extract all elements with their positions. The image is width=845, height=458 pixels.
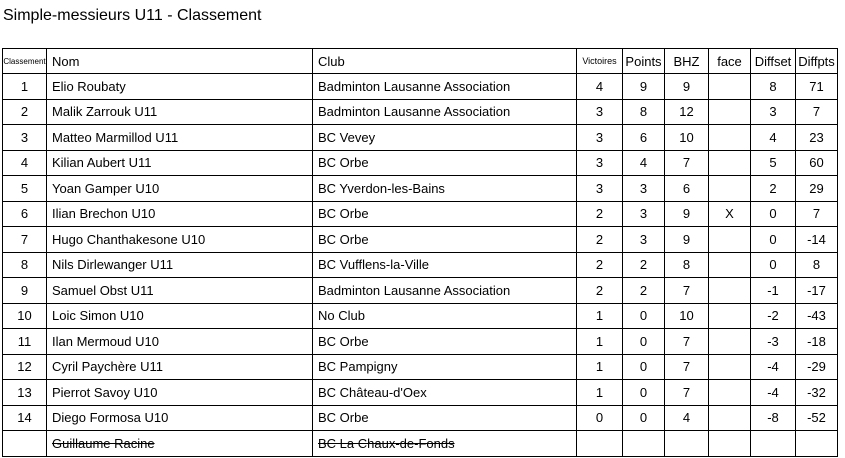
bhz-cell: 7 bbox=[665, 150, 709, 176]
points-cell: 0 bbox=[623, 405, 665, 431]
rank-cell: 1 bbox=[3, 74, 47, 100]
withdrawn-points-cell bbox=[623, 431, 665, 457]
points-cell: 3 bbox=[623, 176, 665, 202]
diffpts-cell: -43 bbox=[796, 303, 838, 329]
bhz-cell: 10 bbox=[665, 125, 709, 151]
victoires-cell: 1 bbox=[577, 380, 623, 406]
victoires-cell: 1 bbox=[577, 354, 623, 380]
diffset-cell: -4 bbox=[751, 380, 796, 406]
points-cell: 0 bbox=[623, 329, 665, 355]
rank-cell: 13 bbox=[3, 380, 47, 406]
diffpts-cell: -18 bbox=[796, 329, 838, 355]
table-row bbox=[3, 278, 838, 304]
face-cell bbox=[709, 74, 751, 100]
diffpts-cell: 29 bbox=[796, 176, 838, 202]
diffpts-cell: 7 bbox=[796, 99, 838, 125]
rank-cell: 5 bbox=[3, 176, 47, 202]
victoires-cell: 0 bbox=[577, 405, 623, 431]
rank-cell: 2 bbox=[3, 99, 47, 125]
diffpts-cell: 23 bbox=[796, 125, 838, 151]
club-cell: BC Vufflens-la-Ville bbox=[313, 252, 577, 278]
points-cell: 9 bbox=[623, 74, 665, 100]
club-cell: BC Château-d'Oex bbox=[313, 380, 577, 406]
bhz-cell: 7 bbox=[665, 329, 709, 355]
column-header-club: Club bbox=[313, 49, 577, 74]
column-header-bhz: BHZ bbox=[665, 49, 709, 74]
diffset-cell: 3 bbox=[751, 99, 796, 125]
column-header-classement: Classement bbox=[3, 49, 47, 74]
victoires-cell: 1 bbox=[577, 329, 623, 355]
player-name-cell: Elio Roubaty bbox=[47, 74, 313, 100]
face-cell bbox=[709, 99, 751, 125]
diffset-cell: -4 bbox=[751, 354, 796, 380]
victoires-cell: 2 bbox=[577, 227, 623, 253]
face-cell bbox=[709, 227, 751, 253]
player-name-cell: Loic Simon U10 bbox=[47, 303, 313, 329]
face-cell bbox=[709, 380, 751, 406]
player-name-cell: Cyril Paychère U11 bbox=[47, 354, 313, 380]
table-row bbox=[3, 354, 838, 380]
player-name-cell: Malik Zarrouk U11 bbox=[47, 99, 313, 125]
victoires-cell: 2 bbox=[577, 201, 623, 227]
diffpts-cell: 8 bbox=[796, 252, 838, 278]
diffset-cell: 5 bbox=[751, 150, 796, 176]
diffpts-cell: -17 bbox=[796, 278, 838, 304]
points-cell: 6 bbox=[623, 125, 665, 151]
diffset-cell: -3 bbox=[751, 329, 796, 355]
club-cell: Badminton Lausanne Association bbox=[313, 278, 577, 304]
withdrawn-row bbox=[3, 431, 838, 457]
diffset-cell: 0 bbox=[751, 201, 796, 227]
diffset-cell: -1 bbox=[751, 278, 796, 304]
rank-cell: 3 bbox=[3, 125, 47, 151]
diffpts-cell: 71 bbox=[796, 74, 838, 100]
diffpts-cell: -32 bbox=[796, 380, 838, 406]
column-header-diffpts: Diffpts bbox=[796, 49, 838, 74]
bhz-cell: 9 bbox=[665, 201, 709, 227]
table-row bbox=[3, 380, 838, 406]
bhz-cell: 12 bbox=[665, 99, 709, 125]
bhz-cell: 10 bbox=[665, 303, 709, 329]
withdrawn-diffset-cell bbox=[751, 431, 796, 457]
club-cell: BC Orbe bbox=[313, 227, 577, 253]
victoires-cell: 3 bbox=[577, 125, 623, 151]
withdrawn-rank-cell bbox=[3, 431, 47, 457]
victoires-cell: 3 bbox=[577, 99, 623, 125]
face-cell: X bbox=[709, 201, 751, 227]
ranking-table bbox=[2, 48, 838, 457]
bhz-cell: 9 bbox=[665, 74, 709, 100]
table-row bbox=[3, 176, 838, 202]
club-cell: BC Orbe bbox=[313, 329, 577, 355]
club-cell: BC Orbe bbox=[313, 150, 577, 176]
rank-cell: 6 bbox=[3, 201, 47, 227]
diffset-cell: 0 bbox=[751, 252, 796, 278]
points-cell: 0 bbox=[623, 380, 665, 406]
victoires-cell: 1 bbox=[577, 303, 623, 329]
table-row bbox=[3, 329, 838, 355]
column-header-points: Points bbox=[623, 49, 665, 74]
player-name-cell: Pierrot Savoy U10 bbox=[47, 380, 313, 406]
player-name-cell: Nils Dirlewanger U11 bbox=[47, 252, 313, 278]
diffset-cell: 4 bbox=[751, 125, 796, 151]
club-cell: BC Vevey bbox=[313, 125, 577, 151]
table-row bbox=[3, 99, 838, 125]
column-header-face: face bbox=[709, 49, 751, 74]
club-cell: Badminton Lausanne Association bbox=[313, 99, 577, 125]
player-name-cell: Samuel Obst U11 bbox=[47, 278, 313, 304]
column-header-diffset: Diffset bbox=[751, 49, 796, 74]
points-cell: 3 bbox=[623, 227, 665, 253]
points-cell: 0 bbox=[623, 354, 665, 380]
page-title: Simple-messieurs U11 - Classement bbox=[3, 7, 262, 24]
face-cell bbox=[709, 125, 751, 151]
face-cell bbox=[709, 354, 751, 380]
diffset-cell: 8 bbox=[751, 74, 796, 100]
points-cell: 3 bbox=[623, 201, 665, 227]
club-cell: BC Orbe bbox=[313, 405, 577, 431]
face-cell bbox=[709, 303, 751, 329]
diffset-cell: 0 bbox=[751, 227, 796, 253]
face-cell bbox=[709, 405, 751, 431]
diffpts-cell: 60 bbox=[796, 150, 838, 176]
player-name-cell: Ilan Mermoud U10 bbox=[47, 329, 313, 355]
player-name-cell: Yoan Gamper U10 bbox=[47, 176, 313, 202]
table-row bbox=[3, 227, 838, 253]
table-row bbox=[3, 405, 838, 431]
table-row bbox=[3, 303, 838, 329]
withdrawn-diffpts-cell bbox=[796, 431, 838, 457]
rank-cell: 9 bbox=[3, 278, 47, 304]
header-row bbox=[3, 49, 838, 74]
face-cell bbox=[709, 329, 751, 355]
club-cell: BC Orbe bbox=[313, 201, 577, 227]
face-cell bbox=[709, 278, 751, 304]
player-name-cell: Ilian Brechon U10 bbox=[47, 201, 313, 227]
bhz-cell: 7 bbox=[665, 380, 709, 406]
withdrawn-player-name: Guillaume Racine bbox=[47, 431, 313, 457]
bhz-cell: 9 bbox=[665, 227, 709, 253]
victoires-cell: 2 bbox=[577, 278, 623, 304]
points-cell: 8 bbox=[623, 99, 665, 125]
victoires-cell: 2 bbox=[577, 252, 623, 278]
player-name-cell: Matteo Marmillod U11 bbox=[47, 125, 313, 151]
diffset-cell: -2 bbox=[751, 303, 796, 329]
bhz-cell: 6 bbox=[665, 176, 709, 202]
points-cell: 2 bbox=[623, 252, 665, 278]
club-cell: BC Yverdon-les-Bains bbox=[313, 176, 577, 202]
rank-cell: 7 bbox=[3, 227, 47, 253]
rank-cell: 14 bbox=[3, 405, 47, 431]
bhz-cell: 4 bbox=[665, 405, 709, 431]
table-row bbox=[3, 201, 838, 227]
withdrawn-victoires-cell bbox=[577, 431, 623, 457]
points-cell: 4 bbox=[623, 150, 665, 176]
diffpts-cell: -29 bbox=[796, 354, 838, 380]
rank-cell: 12 bbox=[3, 354, 47, 380]
rank-cell: 4 bbox=[3, 150, 47, 176]
rank-cell: 11 bbox=[3, 329, 47, 355]
diffpts-cell: 7 bbox=[796, 201, 838, 227]
ranking-body bbox=[3, 74, 838, 431]
player-name-cell: Hugo Chanthakesone U10 bbox=[47, 227, 313, 253]
player-name-cell: Diego Formosa U10 bbox=[47, 405, 313, 431]
club-cell: No Club bbox=[313, 303, 577, 329]
diffpts-cell: -14 bbox=[796, 227, 838, 253]
face-cell bbox=[709, 252, 751, 278]
points-cell: 0 bbox=[623, 303, 665, 329]
club-cell: BC Pampigny bbox=[313, 354, 577, 380]
bhz-cell: 7 bbox=[665, 354, 709, 380]
rank-cell: 8 bbox=[3, 252, 47, 278]
table-row bbox=[3, 125, 838, 151]
column-header-victoires: Victoires bbox=[577, 49, 623, 74]
diffset-cell: -8 bbox=[751, 405, 796, 431]
points-cell: 2 bbox=[623, 278, 665, 304]
face-cell bbox=[709, 150, 751, 176]
face-cell bbox=[709, 176, 751, 202]
withdrawn-bhz-cell bbox=[665, 431, 709, 457]
victoires-cell: 4 bbox=[577, 74, 623, 100]
diffpts-cell: -52 bbox=[796, 405, 838, 431]
bhz-cell: 7 bbox=[665, 278, 709, 304]
withdrawn-player-club: BC La Chaux-de-Fonds bbox=[313, 431, 577, 457]
column-header-nom: Nom bbox=[47, 49, 313, 74]
victoires-cell: 3 bbox=[577, 176, 623, 202]
bhz-cell: 8 bbox=[665, 252, 709, 278]
table-row bbox=[3, 252, 838, 278]
player-name-cell: Kilian Aubert U11 bbox=[47, 150, 313, 176]
table-row bbox=[3, 74, 838, 100]
diffset-cell: 2 bbox=[751, 176, 796, 202]
victoires-cell: 3 bbox=[577, 150, 623, 176]
withdrawn-face-cell bbox=[709, 431, 751, 457]
club-cell: Badminton Lausanne Association bbox=[313, 74, 577, 100]
table-row bbox=[3, 150, 838, 176]
rank-cell: 10 bbox=[3, 303, 47, 329]
